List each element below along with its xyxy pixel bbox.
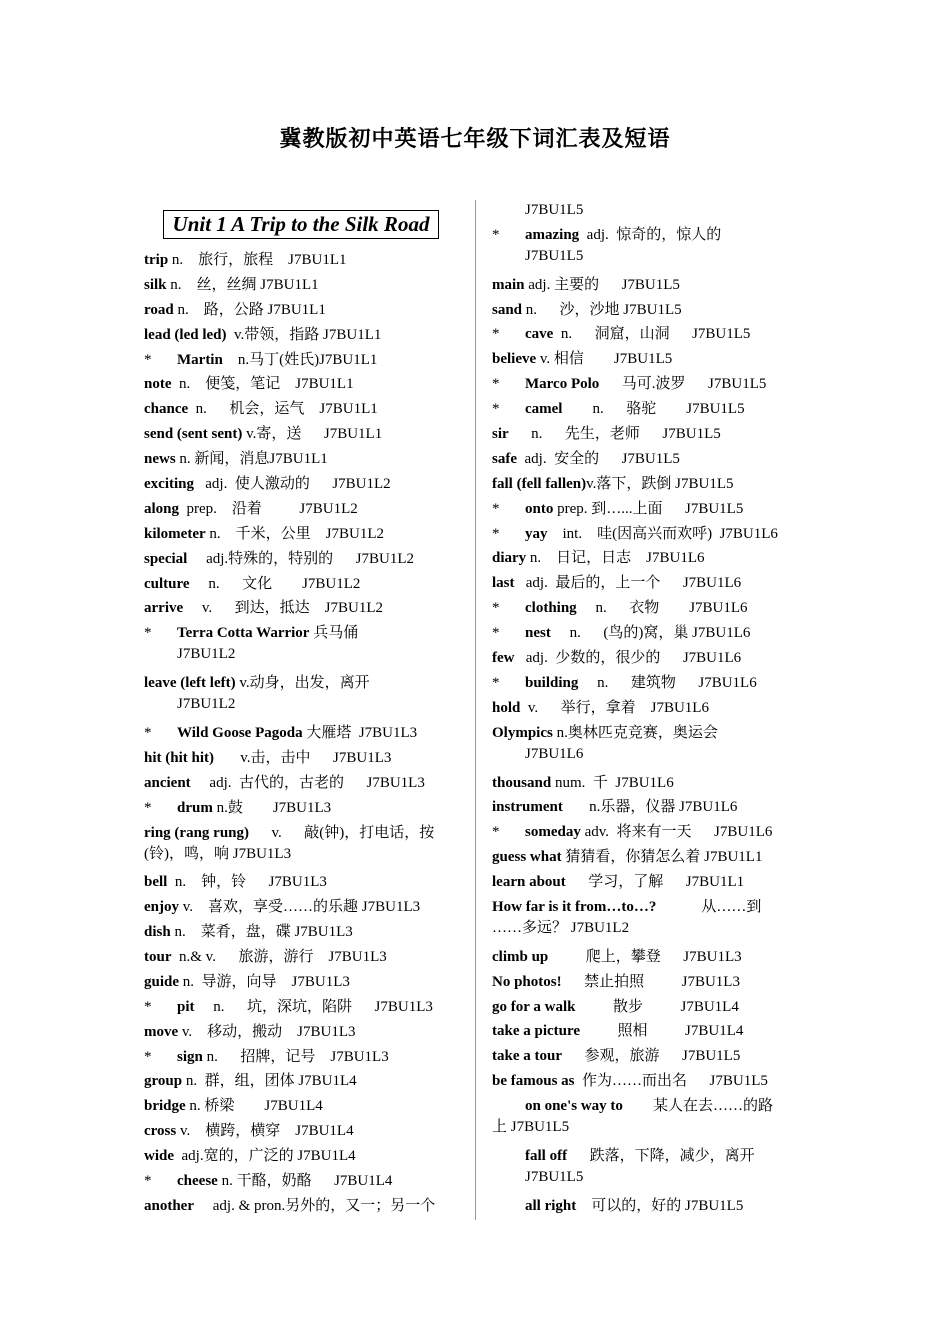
- vocab-entry: [492, 573, 802, 598]
- vocab-entry: [144, 1071, 464, 1096]
- asterisk-marker: *: [144, 351, 152, 368]
- entry-definition: 爬上，攀登 J7BU1L3: [548, 948, 742, 965]
- entry-definition: adj.特殊的，特别的 J7BU1L2: [187, 550, 415, 567]
- entry-continuation: J7BU1L2: [177, 696, 236, 713]
- entry-word: guide: [144, 973, 180, 990]
- entry-definition: v.动身，出发，离开: [235, 675, 370, 692]
- entry-word: amazing: [525, 226, 580, 243]
- vocab-entry: [144, 1121, 464, 1146]
- entry-word: send (sent sent): [144, 426, 243, 443]
- entry-definition: n. 旅行，旅程 J7BU1L1: [168, 252, 347, 268]
- asterisk-marker: *: [144, 1048, 152, 1065]
- asterisk-marker: *: [492, 226, 500, 243]
- entry-definition: n. 日记，日志 J7BU1L6: [526, 550, 705, 567]
- entry-continuation: J7BU1L5: [525, 1168, 584, 1185]
- entry-definition: n.乐器，仪器 J7BU1L6: [562, 799, 738, 816]
- entry-word: cave: [525, 326, 554, 343]
- entry-definition: adj. 使人激动的 J7BU1L2: [194, 476, 391, 493]
- column-divider: [475, 200, 476, 1220]
- vocab-entry: [492, 773, 802, 798]
- page-title: 冀教版初中英语七年级下词汇表及短语: [279, 126, 671, 151]
- entry-definition: v. 敲(钟)，打电话，按: [249, 824, 435, 841]
- entry-word: How far is it from…to…?: [492, 898, 657, 915]
- unit-heading: Unit 1 A Trip to the Silk Road: [163, 210, 439, 239]
- entry-definition: 散步 J7BU1L4: [575, 998, 739, 1015]
- entry-word: be famous as: [492, 1073, 575, 1090]
- vocab-entry: [492, 1146, 802, 1196]
- vocab-entry: [144, 474, 464, 499]
- vocab-entry: [492, 524, 802, 549]
- entry-word: take a picture: [492, 1023, 581, 1040]
- entry-word: thousand: [492, 774, 552, 791]
- entry-word: Marco Polo: [525, 376, 600, 393]
- vocab-entry: [492, 1096, 802, 1146]
- vocab-entry: [144, 499, 464, 524]
- vocab-entry: [492, 449, 802, 474]
- entry-word: No photos!: [492, 973, 562, 990]
- entry-word: pit: [177, 998, 195, 1015]
- entry-word: instrument: [492, 799, 563, 816]
- entry-word: fall (fell fallen): [492, 475, 587, 492]
- vocab-entry: [492, 847, 802, 872]
- entry-definition: n. 群，组，团体 J7BU1L4: [182, 1073, 357, 1090]
- entry-definition: 某人在去……的路: [622, 1098, 773, 1115]
- entry-word: sand: [492, 301, 523, 318]
- entry-definition: n. 丝，丝绸 J7BU1L1: [166, 276, 319, 293]
- entry-definition: 学习，了解 J7BU1L1: [565, 874, 745, 891]
- vocab-entry: [492, 673, 802, 698]
- vocab-entry: [492, 698, 802, 723]
- vocab-entry: [492, 1196, 802, 1221]
- entry-word: leave (left left): [144, 675, 236, 692]
- vocab-entry: [492, 1021, 802, 1046]
- vocab-entry: [144, 524, 464, 549]
- entry-word: arrive: [144, 600, 184, 617]
- asterisk-marker: *: [492, 600, 500, 617]
- entry-word: yay: [525, 525, 548, 542]
- asterisk-marker: *: [492, 401, 500, 418]
- vocab-entry: [492, 822, 802, 847]
- entry-definition: n. 机会，运气 J7BU1L1: [188, 401, 378, 418]
- vocab-entry: [144, 449, 464, 474]
- asterisk-marker: *: [144, 1173, 152, 1189]
- vocab-entry: [492, 598, 802, 623]
- entry-word: drum: [177, 799, 213, 816]
- vocab-entry: [144, 1146, 464, 1171]
- entry-word: camel: [525, 401, 563, 418]
- asterisk-marker: *: [144, 625, 152, 642]
- vocab-entry: [144, 325, 464, 350]
- entry-definition: adj. 少数的，很少的 J7BU1L6: [514, 650, 742, 667]
- entry-word: group: [144, 1073, 183, 1090]
- vocab-entry: [492, 972, 802, 997]
- vocab-entry: [492, 225, 802, 275]
- entry-word: cheese: [177, 1173, 218, 1189]
- entry-word: tour: [144, 948, 172, 965]
- vocab-entry: [492, 872, 802, 897]
- entry-definition: n. 菜肴，盘，碟 J7BU1L3: [170, 924, 353, 941]
- vocab-entry: [492, 947, 802, 972]
- asterisk-marker: *: [492, 376, 500, 393]
- entry-definition: v. 喜欢，享受……的乐趣 J7BU1L3: [179, 899, 421, 916]
- entry-definition: adj. 主要的 J7BU1L5: [524, 276, 680, 293]
- entry-definition: v.击，击中 J7BU1L3: [214, 749, 392, 766]
- entry-definition: n. 坑，深坑，陷阱 J7BU1L3: [194, 998, 433, 1015]
- entry-continuation: ……多远？ J7BU1L2: [492, 919, 630, 936]
- vocab-entry: [144, 350, 464, 375]
- entry-definition: n.奥林匹克竞赛，奥运会: [552, 724, 718, 741]
- entry-word: enjoy: [144, 899, 179, 916]
- entry-definition: n. 招牌，记号 J7BU1L3: [202, 1048, 389, 1065]
- entry-definition: v.落下，跌倒 J7BU1L5: [586, 475, 734, 492]
- vocab-entry: [144, 798, 464, 823]
- left-column: [144, 250, 464, 1221]
- entry-word: learn about: [492, 874, 566, 891]
- entry-word: chance: [144, 401, 189, 418]
- vocab-entry: [144, 1022, 464, 1047]
- entry-word: diary: [492, 550, 527, 567]
- entry-definition: n.& v. 旅游，游行 J7BU1L3: [171, 948, 387, 965]
- entry-word: wide: [144, 1148, 174, 1165]
- entry-definition: n. 建筑物 J7BU1L6: [578, 674, 757, 691]
- vocab-entry: [144, 623, 464, 673]
- vocab-entry: [144, 972, 464, 997]
- vocab-entry: [144, 872, 464, 897]
- vocab-entry: [492, 1046, 802, 1071]
- entry-word: safe: [492, 450, 517, 467]
- entry-definition: n. 便笺，笔记 J7BU1L1: [171, 376, 354, 393]
- vocab-entry: [492, 1071, 802, 1096]
- entry-definition: 照相 J7BU1L4: [580, 1023, 744, 1040]
- entry-definition: n. 桥梁 J7BU1L4: [185, 1098, 323, 1115]
- entry-continuation: J7BU1L6: [525, 745, 584, 762]
- entry-definition: 猜猜看，你猜怎么着 J7BU1L1: [561, 849, 763, 866]
- entry-definition: adv. 将来有一天 J7BU1L6: [580, 824, 773, 841]
- entry-word: bell: [144, 874, 168, 891]
- entry-definition: 从……到: [656, 898, 762, 915]
- entry-definition: adj. 惊奇的，惊人的: [579, 226, 722, 243]
- vocab-entry: [144, 1196, 464, 1221]
- asterisk-marker: *: [492, 824, 500, 841]
- entry-word: sign: [177, 1048, 203, 1065]
- entry-word: news: [144, 451, 176, 468]
- vocab-entry: [144, 424, 464, 449]
- entry-definition: 兵马俑: [309, 625, 359, 642]
- entry-word: climb up: [492, 948, 549, 965]
- entry-definition: n.鼓 J7BU1L3: [212, 799, 332, 816]
- entry-word: note: [144, 376, 172, 393]
- entry-word: silk: [144, 276, 167, 293]
- entry-definition: v.带领，指路 J7BU1L1: [226, 326, 382, 343]
- vocab-entry: [492, 399, 802, 424]
- entry-word: culture: [144, 575, 190, 592]
- entry-definition: prep. 到…...上面 J7BU1L5: [553, 500, 744, 517]
- entry-word: main: [492, 276, 525, 293]
- vocab-entry: [144, 574, 464, 599]
- entry-word: kilometer: [144, 525, 206, 542]
- entry-definition: 作为……而出名 J7BU1L5: [574, 1073, 768, 1090]
- asterisk-marker: *: [144, 724, 152, 741]
- entry-definition: n. 新闻，消息J7BU1L1: [175, 451, 328, 468]
- entry-continuation: J7BU1L5: [525, 202, 584, 218]
- entry-word: lead (led led): [144, 326, 227, 343]
- vocab-entry: [492, 897, 802, 947]
- entry-continuation: 上 J7BU1L5: [492, 1119, 570, 1136]
- asterisk-marker: *: [144, 998, 152, 1015]
- entry-definition: n. (鸟的)窝，巢 J7BU1L6: [550, 625, 751, 642]
- vocab-entry: [144, 723, 464, 748]
- vocab-entry: [144, 773, 464, 798]
- entry-word: dish: [144, 924, 171, 941]
- asterisk-marker: *: [144, 799, 152, 816]
- vocab-entry: [144, 275, 464, 300]
- entry-word: trip: [144, 252, 169, 268]
- entry-word: few: [492, 650, 515, 667]
- vocab-entry: [492, 349, 802, 374]
- vocab-entry: [492, 374, 802, 399]
- entry-word: Olympics: [492, 724, 553, 741]
- entry-word: building: [525, 674, 579, 691]
- entry-word: Martin: [177, 351, 223, 368]
- vocab-entry: [144, 374, 464, 399]
- vocab-entry: [492, 474, 802, 499]
- entry-definition: n. 骆驼 J7BU1L5: [562, 401, 745, 418]
- entry-word: another: [144, 1197, 194, 1214]
- entry-word: ring (rang rung): [144, 824, 249, 841]
- entry-definition: v. 相信 J7BU1L5: [536, 351, 673, 368]
- entry-definition: 参观，旅游 J7BU1L5: [562, 1048, 741, 1065]
- vocab-entry: [144, 549, 464, 574]
- entry-word: all right: [525, 1197, 577, 1214]
- asterisk-marker: *: [492, 326, 500, 343]
- entry-definition: v. 移动，搬动 J7BU1L3: [178, 1023, 356, 1040]
- vocab-entry: [144, 748, 464, 773]
- entry-word: last: [492, 575, 515, 592]
- vocab-entry: [492, 648, 802, 673]
- entry-definition: n. 路，公路 J7BU1L1: [173, 301, 326, 318]
- entry-word: Terra Cotta Warrior: [177, 625, 310, 642]
- entry-word: hit (hit hit): [144, 749, 215, 766]
- entry-word: road: [144, 301, 174, 318]
- entry-definition: v.寄，送 J7BU1L1: [242, 426, 383, 443]
- entry-definition: 大雁塔 J7BU1L3: [302, 724, 418, 741]
- vocab-entry: [492, 499, 802, 524]
- entry-word: go for a walk: [492, 998, 576, 1015]
- vocab-entry: [492, 797, 802, 822]
- entry-definition: v. 横跨，横穿 J7BU1L4: [176, 1123, 354, 1140]
- vocab-entry: [492, 623, 802, 648]
- entry-word: exciting: [144, 476, 194, 493]
- entry-definition: adj. 最后的，上一个 J7BU1L6: [514, 575, 742, 592]
- vocab-entry: [144, 598, 464, 623]
- entry-word: on one's way to: [525, 1098, 623, 1115]
- entry-definition: adj. & pron.另外的，又一；另一个: [194, 1197, 436, 1214]
- entry-word: guess what: [492, 849, 562, 866]
- entry-continuation: (铃)，鸣，响 J7BU1L3: [144, 845, 292, 862]
- entry-word: fall off: [525, 1147, 568, 1164]
- vocab-entry: [492, 300, 802, 325]
- entry-word: special: [144, 550, 188, 567]
- entry-definition: int. 哇(因高兴而欢呼) J7BU1L6: [547, 525, 778, 542]
- entry-definition: 跌落，下降，减少，离开: [567, 1147, 755, 1164]
- vocab-entry: [492, 424, 802, 449]
- vocab-entry: [144, 1047, 464, 1072]
- entry-word: move: [144, 1023, 179, 1040]
- vocab-entry: [492, 997, 802, 1022]
- entry-definition: adj. 古代的，古老的 J7BU1L3: [190, 774, 425, 791]
- entry-continuation: J7BU1L2: [177, 646, 236, 663]
- entry-definition: adj. 安全的 J7BU1L5: [517, 450, 680, 467]
- entry-definition: prep. 沿着 J7BU1L2: [179, 500, 358, 517]
- asterisk-marker: *: [492, 625, 500, 642]
- entry-definition: n. 千米，公里 J7BU1L2: [205, 525, 384, 542]
- entry-word: someday: [525, 824, 581, 841]
- asterisk-marker: *: [492, 500, 500, 517]
- asterisk-marker: *: [492, 525, 500, 542]
- entry-definition: n. 衣物 J7BU1L6: [576, 600, 748, 617]
- vocab-entry: [144, 922, 464, 947]
- entry-word: bridge: [144, 1098, 186, 1115]
- entry-word: nest: [525, 625, 551, 642]
- entry-definition: n. 导游，向导 J7BU1L3: [179, 973, 350, 990]
- vocab-entry: [144, 300, 464, 325]
- vocab-entry: [492, 200, 802, 225]
- vocab-entry: [492, 723, 802, 773]
- vocab-entry: [144, 673, 464, 723]
- vocab-entry: [144, 947, 464, 972]
- entry-continuation: J7BU1L5: [525, 247, 584, 264]
- entry-definition: 马可.波罗 J7BU1L5: [599, 376, 767, 393]
- entry-word: believe: [492, 351, 537, 368]
- entry-word: hold: [492, 699, 521, 716]
- entry-word: along: [144, 500, 180, 517]
- entry-word: cross: [144, 1123, 177, 1140]
- entry-definition: v. 到达，抵达 J7BU1L2: [183, 600, 384, 617]
- entry-definition: n.马丁(姓氏)J7BU1L1: [222, 351, 378, 368]
- entry-definition: n. 先生，老师 J7BU1L5: [508, 426, 721, 443]
- entry-definition: n. 洞窟，山洞 J7BU1L5: [553, 326, 751, 343]
- entry-definition: 禁止拍照 J7BU1L3: [561, 973, 740, 990]
- entry-word: take a tour: [492, 1048, 562, 1065]
- entry-word: sir: [492, 426, 509, 443]
- vocab-entry: [144, 897, 464, 922]
- entry-definition: n. 干酪，奶酪 J7BU1L4: [217, 1173, 393, 1189]
- entry-definition: num. 千 J7BU1L6: [551, 774, 674, 791]
- vocab-entry: [144, 399, 464, 424]
- entry-definition: n. 沙，沙地 J7BU1L5: [522, 301, 682, 318]
- vocab-entry: [144, 823, 464, 873]
- vocab-entry: [144, 1171, 464, 1196]
- entry-word: clothing: [525, 600, 577, 617]
- entry-definition: n. 文化 J7BU1L2: [189, 575, 361, 592]
- vocab-entry: [492, 324, 802, 349]
- asterisk-marker: *: [492, 674, 500, 691]
- entry-word: onto: [525, 500, 554, 517]
- right-column: [492, 200, 802, 1221]
- entry-word: ancient: [144, 774, 191, 791]
- entry-definition: 可以的，好的 J7BU1L5: [576, 1197, 744, 1214]
- entry-definition: adj.宽的，广泛的 J7BU1L4: [174, 1148, 356, 1165]
- vocab-entry: [492, 275, 802, 300]
- vocab-entry: [144, 1096, 464, 1121]
- entry-word: Wild Goose Pagoda: [177, 724, 303, 741]
- vocab-entry: [492, 548, 802, 573]
- entry-definition: v. 举行，拿着 J7BU1L6: [520, 699, 709, 716]
- entry-definition: n. 钟，铃 J7BU1L3: [167, 874, 327, 891]
- vocab-entry: [144, 250, 464, 275]
- vocab-entry: [144, 997, 464, 1022]
